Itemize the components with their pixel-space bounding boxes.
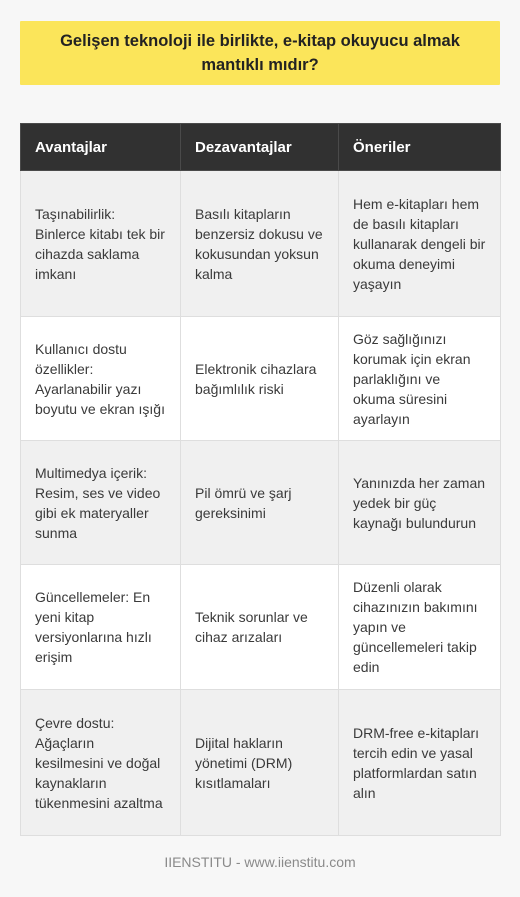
advantage-cell: Taşınabilirlik: Binlerce kitabı tek bir cihazda saklama imkanı [21, 171, 181, 317]
advantage-cell: Güncellemeler: En yeni kitap versiyonlarına hızlı erişim [21, 565, 181, 690]
disadvantage-cell: Pil ömrü ve şarj gereksinimi [181, 441, 339, 565]
table-row [21, 171, 501, 317]
recommendation-cell: Göz sağlığınızı korumak için ekran parlaklığını ve okuma süresini ayarlayın [339, 317, 501, 441]
recommendation-cell: DRM-free e-kitapları tercih edin ve yasal platformlardan satın alın [339, 690, 501, 836]
advantage-cell: Kullanıcı dostu özellikler: Ayarlanabilir yazı boyutu ve ekran ışığı [21, 317, 181, 441]
recommendation-cell: Yanınızda her zaman yedek bir güç kaynağı bulundurun [339, 441, 501, 565]
header-recommendations: Öneriler [339, 124, 501, 171]
table-header-row [21, 124, 501, 171]
disadvantage-cell: Dijital hakların yönetimi (DRM) kısıtlamaları [181, 690, 339, 836]
header-advantages: Avantajlar [21, 124, 181, 171]
header-disadvantages: Dezavantajlar [181, 124, 339, 171]
title-banner [20, 21, 500, 85]
footer-credit: IIENSTITU - www.iienstitu.com [164, 854, 356, 870]
comparison-table [20, 123, 501, 836]
table-row [21, 317, 501, 441]
disadvantage-cell: Teknik sorunlar ve cihaz arızaları [181, 565, 339, 690]
disadvantage-cell: Basılı kitapların benzersiz dokusu ve kokusundan yoksun kalma [181, 171, 339, 317]
table-row [21, 690, 501, 836]
page-title: Gelişen teknoloji ile birlikte, e-kitap okuyucu almak mantıklı mıdır? [60, 32, 460, 74]
advantage-cell: Çevre dostu: Ağaçların kesilmesini ve doğal kaynakların tükenmesini azaltma [21, 690, 181, 836]
table-row [21, 441, 501, 565]
comparison-table-container [20, 123, 500, 836]
disadvantage-cell: Elektronik cihazlara bağımlılık riski [181, 317, 339, 441]
recommendation-cell: Hem e-kitapları hem de basılı kitapları kullanarak dengeli bir okuma deneyimi yaşayın [339, 171, 501, 317]
table-row [21, 565, 501, 690]
recommendation-cell: Düzenli olarak cihazınızın bakımını yapın ve güncellemeleri takip edin [339, 565, 501, 690]
advantage-cell: Multimedya içerik: Resim, ses ve video gibi ek materyaller sunma [21, 441, 181, 565]
